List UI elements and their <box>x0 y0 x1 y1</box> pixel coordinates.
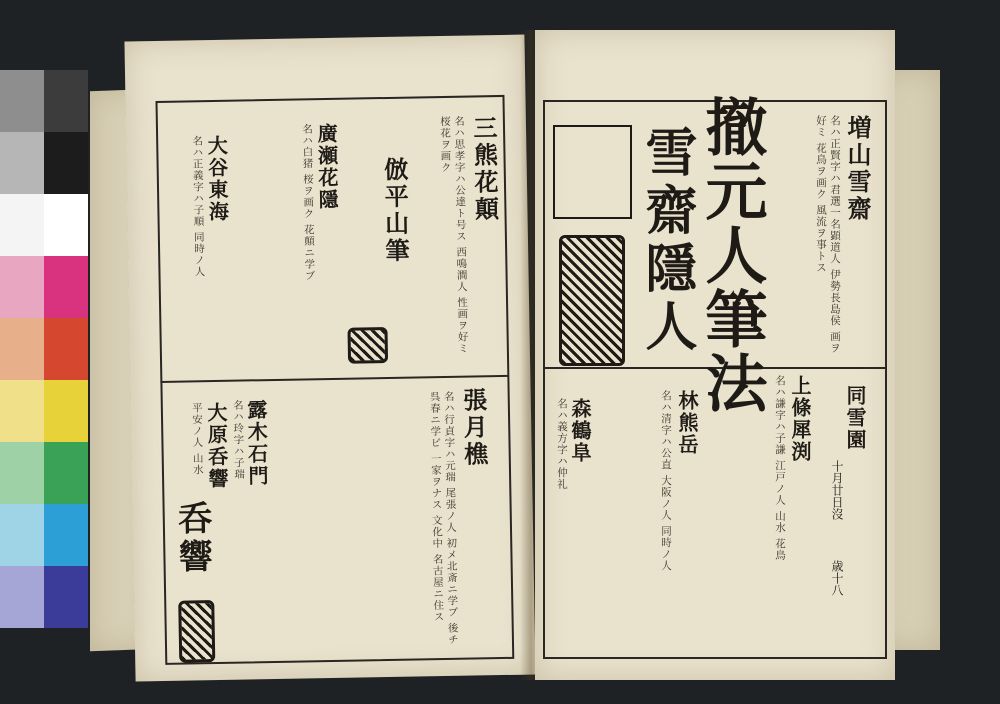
checker-chip <box>0 256 44 318</box>
calligraphy-line: 倣平山筆 <box>379 156 411 266</box>
checker-chip <box>44 70 88 132</box>
checker-chip <box>0 132 44 194</box>
bio-otani: 名ハ正義字ハ子順 同時ノ人 <box>191 135 206 278</box>
name-setsuen: 同雪園 <box>843 385 867 451</box>
bio-tsuyuki: 名ハ玲字ハ子瑞 <box>231 399 246 481</box>
checker-chip <box>0 70 44 132</box>
checker-chip <box>0 566 44 628</box>
checker-chip <box>44 504 88 566</box>
seal-left-bottom <box>178 600 215 663</box>
name-sessai: 増山雪齋 <box>843 115 872 223</box>
bio-hayashi: 名ハ清字ハ公直 大阪ノ人 同時ノ人 <box>660 390 672 572</box>
checker-chip <box>44 256 88 318</box>
bio-kamijo: 名ハ謙字ハ子謙 江戸ノ人 山水 花鳥 <box>774 375 786 561</box>
seal-right-solid <box>559 235 625 366</box>
left-page <box>124 35 535 682</box>
name-tsuyuki: 露木石門 <box>243 399 270 488</box>
checker-chip <box>44 380 88 442</box>
checker-chip <box>0 380 44 442</box>
name-santen: 三熊花顛 <box>468 115 500 224</box>
checker-chip <box>44 318 88 380</box>
color-checker <box>0 70 90 630</box>
bio-sessai: 名ハ正賢字ハ君選一名顕道人 伊勢長島侯 画ヲ好ミ 花鳥ヲ画ク 風流ヲ事トス <box>815 115 841 354</box>
checker-chip <box>0 318 44 380</box>
bio-ohara: 平安ノ人 山水 <box>190 402 205 476</box>
date-setsuen: 十月廿日沒 <box>830 460 844 520</box>
title-line2: 雪齋隱人 <box>636 125 697 357</box>
name-hirose: 廣瀬花隱 <box>313 122 340 212</box>
name-kamijo: 上條犀渕 <box>788 375 812 463</box>
checker-chip <box>0 442 44 504</box>
name-otani: 大谷東海 <box>204 134 230 224</box>
checker-chip <box>44 132 88 194</box>
checker-chip <box>44 194 88 256</box>
name-ohara: 大原呑響 <box>203 401 230 491</box>
bio-mori: 名ハ義方字ハ仲礼 <box>556 398 568 490</box>
title-line1: 撤元人筆法 <box>695 95 768 415</box>
age-setsuen: 歳十八 <box>830 560 844 596</box>
bio-santen: 名ハ思孝字ハ公達ト号ス 西鳴澗人 性画ヲ好ミ桜花ヲ画ク <box>438 115 469 355</box>
checker-chip <box>0 504 44 566</box>
bio-hirose: 名ハ白猪 桜ヲ画ク 花顛ニ学ブ <box>300 123 316 282</box>
name-chogetsu: 張月樵 <box>458 387 489 469</box>
checker-chip <box>44 566 88 628</box>
name-mori: 森鶴阜 <box>568 398 592 464</box>
checker-chip <box>0 194 44 256</box>
checker-chip <box>44 442 88 504</box>
seal-right-outline <box>553 125 632 219</box>
right-page <box>535 30 895 680</box>
seal-left-top <box>347 327 388 364</box>
name-hayashi: 林熊岳 <box>675 390 699 456</box>
bio-chogetsu: 名ハ行貞字ハ元瑞 尾張ノ人 初メ北斎ニ学ブ 後チ呉春ニ学ビ 一家ヲナス 文化中 名古屋ニ住ス <box>428 390 460 646</box>
calligraphy-donkyo: 呑響 <box>171 500 213 577</box>
